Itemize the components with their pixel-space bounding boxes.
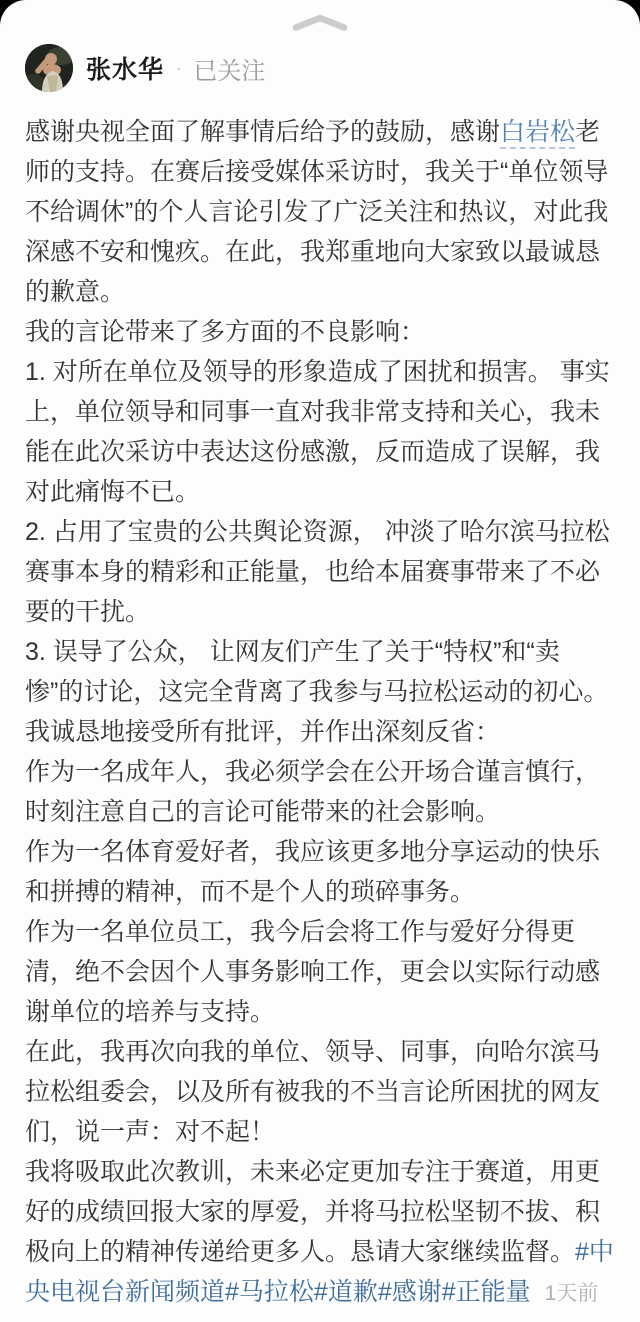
post-text: 我诚恳地接受所有批评，并作出深刻反省： — [25, 718, 501, 746]
post-paragraph — [25, 832, 615, 912]
hashtag-link[interactable]: #感谢 — [377, 1278, 442, 1306]
hashtag-link[interactable]: #道歉 — [313, 1278, 378, 1306]
post-text: 老师的支持。在赛后接受媒体采访时，我关于“单位领导不给调休”的个人言论引发了广泛关注和热议，对此我深感不安和愧疚。在此，我郑重地向大家致以最诚恳的歉意。 — [25, 118, 609, 306]
post-paragraph — [25, 752, 615, 832]
post-paragraph — [25, 632, 615, 712]
username[interactable]: 张水华 — [86, 56, 165, 84]
post-text: 作为一名体育爱好者，我应该更多地分享运动的快乐和拼搏的精神，而不是个人的琐碎事务。 — [25, 838, 601, 906]
avatar[interactable] — [25, 44, 73, 92]
post-text: 作为一名单位员工，我今后会将工作与爱好分得更清，绝不会因个人事务影响工作，更会以实际行动感谢单位的培养与支持。 — [25, 918, 601, 1026]
post-text: 作为一名成年人，我必须学会在公开场合谨言慎行，时刻注意自己的言论可能带来的社会影响。 — [25, 758, 601, 826]
post-paragraph — [25, 1032, 615, 1152]
post-paragraph — [25, 912, 615, 1032]
drag-handle[interactable] — [0, 0, 640, 32]
post-paragraph — [25, 512, 615, 632]
post-header — [0, 44, 640, 92]
post-paragraph — [25, 712, 615, 752]
post-paragraph — [25, 1152, 615, 1314]
post-text: 在此，我再次向我的单位、领导、同事，向哈尔滨马拉松组委会，以及所有被我的不当言论所困扰的网友们，说一声：对不起！ — [25, 1038, 601, 1146]
post-text: 我将吸取此次教训，未来必定更加专注于赛道，用更好的成绩回报大家的厚爱，并将马拉松坚韧不拔、积极向上的精神传递给更多人。恳请大家继续监督。 — [25, 1158, 601, 1266]
post-paragraph — [25, 352, 615, 512]
post-text: 2. 占用了宝贵的公共舆论资源， 冲淡了哈尔滨马拉松赛事本身的精彩和正能量，也给本届赛事带来了不必要的干扰。 — [25, 518, 610, 626]
post-text: 感谢央视全面了解事情后给予的鼓励，感谢 — [25, 118, 501, 146]
runner-profile-photo-icon — [25, 44, 73, 92]
post-paragraph — [25, 312, 615, 352]
follow-status[interactable]: 已关注 — [193, 57, 266, 85]
hashtag-link[interactable]: #正能量 — [441, 1278, 531, 1306]
post-text: 1. 对所在单位及领导的形象造成了困扰和损害。 事实上，单位领导和同事一直对我非常支持和关心，我未能在此次采访中表达这份感激，反而造成了误解，我对此痛悔不已。 — [25, 358, 610, 506]
separator-dot: · — [175, 55, 183, 80]
post-body — [0, 92, 640, 1314]
post-text: 我的言论带来了多方面的不良影响： — [25, 318, 426, 346]
hashtag-link[interactable]: #马拉松 — [225, 1278, 314, 1306]
post-timestamp: 1天前 — [544, 1282, 599, 1305]
hashtag-link[interactable]: #中央电视台新闻频道 — [25, 1238, 614, 1306]
post-paragraph — [25, 112, 615, 312]
chevron-up-icon — [291, 14, 349, 32]
post-text: 3. 误导了公众， 让网友们产生了关于“特权”和“卖惨”的讨论，这完全背离了我参与马拉松运动的初心。 — [25, 638, 609, 706]
mention-link[interactable]: 白岩松 — [500, 118, 575, 149]
